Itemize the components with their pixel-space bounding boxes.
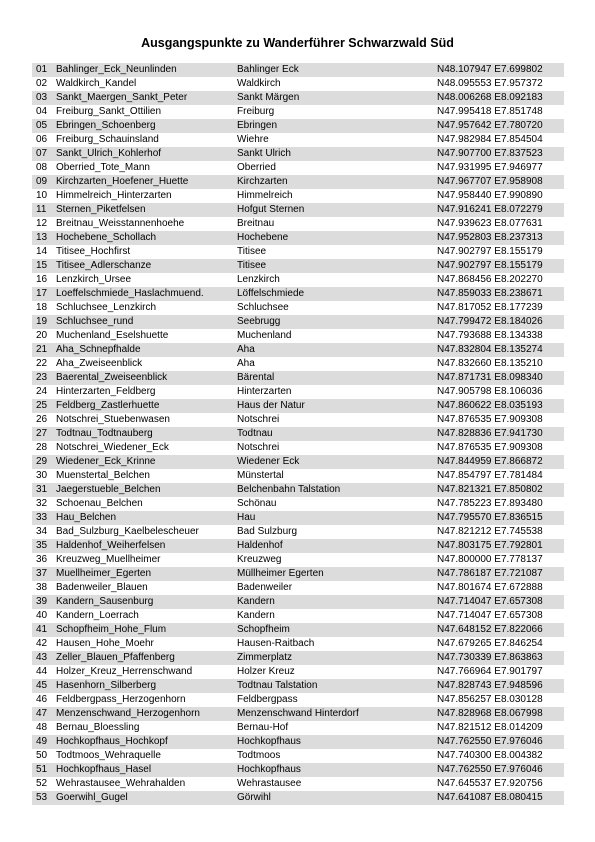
route-id: Feldberg_Zastlerhuette — [56, 400, 160, 411]
table-row — [32, 385, 564, 399]
table-row — [32, 567, 564, 581]
row-number: 20 — [36, 330, 48, 341]
place-name: Hausen-Raitbach — [237, 638, 315, 649]
route-id: Freiburg_Sankt_Ottilien — [56, 106, 162, 117]
row-number: 12 — [36, 218, 48, 229]
gps-coordinates: N47.785223 E7.893480 — [437, 498, 543, 509]
route-id: Oberried_Tote_Mann — [56, 162, 150, 173]
table-row — [32, 217, 564, 231]
gps-coordinates: N47.679265 E7.846254 — [437, 638, 543, 649]
table-row — [32, 609, 564, 623]
route-id: Waldkirch_Kandel — [56, 78, 137, 89]
gps-coordinates: N47.939623 E8.077631 — [437, 218, 543, 229]
route-id: Sankt_Maergen_Sankt_Peter — [56, 92, 188, 103]
place-name: Kandern — [237, 610, 275, 621]
row-number: 27 — [36, 428, 48, 439]
table-row — [32, 357, 564, 371]
route-id: Notschrei_Wiedener_Eck — [56, 442, 169, 453]
gps-coordinates: N47.856257 E8.030128 — [437, 694, 543, 705]
table-row — [32, 63, 564, 77]
table-row — [32, 777, 564, 791]
row-number: 03 — [36, 92, 48, 103]
place-name: Hinterzarten — [237, 386, 292, 397]
gps-coordinates: N47.762550 E7.976046 — [437, 736, 543, 747]
route-id: Ebringen_Schoenberg — [56, 120, 156, 131]
gps-coordinates: N47.995418 E7.851748 — [437, 106, 543, 117]
place-name: Titisee — [237, 246, 267, 257]
table-row — [32, 259, 564, 273]
place-name: Löffelschmiede — [237, 288, 305, 299]
route-id: Himmelreich_Hinterzarten — [56, 190, 172, 201]
place-name: Zimmerplatz — [237, 652, 293, 663]
route-id: Loeffelschmiede_Haslachmuend. — [56, 288, 204, 299]
route-id: Todtnau_Todtnauberg — [56, 428, 153, 439]
place-name: Titisee — [237, 260, 267, 271]
route-id: Freiburg_Schauinsland — [56, 134, 159, 145]
table-row — [32, 203, 564, 217]
place-name: Belchenbahn Talstation — [237, 484, 341, 495]
row-number: 18 — [36, 302, 48, 313]
row-number: 15 — [36, 260, 48, 271]
place-name: Todtnau — [237, 428, 273, 439]
place-name: Müllheimer Egerten — [237, 568, 324, 579]
gps-coordinates: N47.730339 E7.863863 — [437, 652, 543, 663]
gps-coordinates: N48.095553 E7.957372 — [437, 78, 543, 89]
table-row — [32, 441, 564, 455]
place-name: Notschrei — [237, 442, 280, 453]
row-number: 51 — [36, 764, 48, 775]
place-name: Haus der Natur — [237, 400, 305, 411]
gps-coordinates: N47.902797 E8.155179 — [437, 260, 543, 271]
table-row — [32, 301, 564, 315]
row-number: 53 — [36, 792, 48, 803]
table-row — [32, 791, 564, 805]
table-row — [32, 525, 564, 539]
gps-coordinates: N47.799472 E8.184026 — [437, 316, 543, 327]
row-number: 16 — [36, 274, 48, 285]
place-name: Freiburg — [237, 106, 275, 117]
gps-coordinates: N47.828836 E7.941730 — [437, 428, 543, 439]
row-number: 22 — [36, 358, 48, 369]
place-name: Sankt Märgen — [237, 92, 300, 103]
table-row — [32, 329, 564, 343]
route-id: Titisee_Adlerschanze — [56, 260, 152, 271]
route-id: Badenweiler_Blauen — [56, 582, 148, 593]
place-name: Hochebene — [237, 232, 289, 243]
route-id: Notschrei_Stuebenwasen — [56, 414, 170, 425]
place-name: Lenzkirch — [237, 274, 280, 285]
route-id: Aha_Zweiseenblick — [56, 358, 143, 369]
row-number: 39 — [36, 596, 48, 607]
gps-coordinates: N47.828743 E7.948596 — [437, 680, 543, 691]
row-number: 01 — [36, 64, 48, 75]
gps-coordinates: N47.967707 E7.958908 — [437, 176, 543, 187]
route-id: Hausen_Hohe_Moehr — [56, 638, 154, 649]
table-row — [32, 315, 564, 329]
row-number: 50 — [36, 750, 48, 761]
gps-coordinates: N47.905798 E8.106036 — [437, 386, 543, 397]
place-name: Hau — [237, 512, 256, 523]
row-number: 02 — [36, 78, 48, 89]
gps-coordinates: N47.832660 E8.135210 — [437, 358, 543, 369]
place-name: Muchenland — [237, 330, 292, 341]
table-row — [32, 175, 564, 189]
place-name: Kandern — [237, 596, 275, 607]
row-number: 30 — [36, 470, 48, 481]
row-number: 34 — [36, 526, 48, 537]
gps-coordinates: N47.648152 E7.822066 — [437, 624, 543, 635]
route-id: Menzenschwand_Herzogenhorn — [56, 708, 200, 719]
gps-coordinates: N47.641087 E8.080415 — [437, 792, 543, 803]
table-row — [32, 399, 564, 413]
row-number: 21 — [36, 344, 48, 355]
gps-coordinates: N47.952803 E8.237313 — [437, 232, 543, 243]
route-id: Zeller_Blauen_Pfaffenberg — [56, 652, 175, 663]
place-name: Feldbergpass — [237, 694, 298, 705]
gps-coordinates: N47.801674 E7.672888 — [437, 582, 543, 593]
row-number: 13 — [36, 232, 48, 243]
place-name: Waldkirch — [237, 78, 281, 89]
table-row — [32, 343, 564, 357]
route-id: Bad_Sulzburg_Kaelbelescheuer — [56, 526, 199, 537]
row-number: 23 — [36, 372, 48, 383]
gps-coordinates: N47.854797 E7.781484 — [437, 470, 543, 481]
route-id: Hochkopfhaus_Hochkopf — [56, 736, 168, 747]
gps-coordinates: N47.876535 E7.909308 — [437, 442, 543, 453]
place-name: Münstertal — [237, 470, 284, 481]
table-row — [32, 763, 564, 777]
row-number: 42 — [36, 638, 48, 649]
gps-coordinates: N47.817052 E8.177239 — [437, 302, 543, 313]
gps-coordinates: N47.786187 E7.721087 — [437, 568, 543, 579]
table-row — [32, 455, 564, 469]
row-number: 45 — [36, 680, 48, 691]
place-name: Görwihl — [237, 792, 271, 803]
place-name: Notschrei — [237, 414, 280, 425]
place-name: Holzer Kreuz — [237, 666, 295, 677]
row-number: 47 — [36, 708, 48, 719]
table-row — [32, 371, 564, 385]
starting-points-table — [32, 63, 564, 805]
route-id: Kandern_Loerrach — [56, 610, 139, 621]
place-name: Hochkopfhaus — [237, 764, 301, 775]
gps-coordinates: N47.762550 E7.976046 — [437, 764, 543, 775]
place-name: Bahlinger Eck — [237, 64, 299, 75]
table-row — [32, 231, 564, 245]
gps-coordinates: N47.714047 E7.657308 — [437, 596, 543, 607]
gps-coordinates: N47.916241 E8.072279 — [437, 204, 543, 215]
gps-coordinates: N47.645537 E7.920756 — [437, 778, 543, 789]
table-row — [32, 161, 564, 175]
route-id: Schluchsee_Lenzkirch — [56, 302, 157, 313]
table-row — [32, 693, 564, 707]
table-row — [32, 427, 564, 441]
route-id: Feldbergpass_Herzogenhorn — [56, 694, 186, 705]
place-name: Todtnau Talstation — [237, 680, 318, 691]
table-row — [32, 553, 564, 567]
gps-coordinates: N47.740300 E8.004382 — [437, 750, 543, 761]
gps-coordinates: N47.793688 E8.134338 — [437, 330, 543, 341]
gps-coordinates: N47.902797 E8.155179 — [437, 246, 543, 257]
gps-coordinates: N47.907700 E7.837523 — [437, 148, 543, 159]
row-number: 41 — [36, 624, 48, 635]
row-number: 31 — [36, 484, 48, 495]
place-name: Kirchzarten — [237, 176, 288, 187]
place-name: Bärental — [237, 372, 275, 383]
route-id: Bernau_Bloessling — [56, 722, 140, 733]
gps-coordinates: N48.107947 E7.699802 — [437, 64, 543, 75]
route-id: Hinterzarten_Feldberg — [56, 386, 156, 397]
place-name: Breitnau — [237, 218, 275, 229]
gps-coordinates: N47.982984 E7.854504 — [437, 134, 543, 145]
row-number: 08 — [36, 162, 48, 173]
route-id: Todtmoos_Wehraquelle — [56, 750, 161, 761]
table-row — [32, 91, 564, 105]
gps-coordinates: N47.871731 E8.098340 — [437, 372, 543, 383]
gps-coordinates: N47.868456 E8.202270 — [437, 274, 543, 285]
row-number: 24 — [36, 386, 48, 397]
gps-coordinates: N47.803175 E7.792801 — [437, 540, 543, 551]
row-number: 28 — [36, 442, 48, 453]
gps-coordinates: N47.821321 E7.850802 — [437, 484, 543, 495]
place-name: Oberried — [237, 162, 276, 173]
place-name: Seebrugg — [237, 316, 281, 327]
place-name: Wiehre — [237, 134, 269, 145]
gps-coordinates: N47.766964 E7.901797 — [437, 666, 543, 677]
gps-coordinates: N48.006268 E8.092183 — [437, 92, 543, 103]
row-number: 10 — [36, 190, 48, 201]
row-number: 44 — [36, 666, 48, 677]
route-id: Titisee_Hochfirst — [56, 246, 131, 257]
row-number: 32 — [36, 498, 48, 509]
gps-coordinates: N47.832804 E8.135274 — [437, 344, 543, 355]
table-row — [32, 581, 564, 595]
table-row — [32, 735, 564, 749]
row-number: 49 — [36, 736, 48, 747]
place-name: Hochkopfhaus — [237, 736, 301, 747]
row-number: 40 — [36, 610, 48, 621]
table-row — [32, 637, 564, 651]
place-name: Haldenhof — [237, 540, 283, 551]
route-id: Jaegerstueble_Belchen — [56, 484, 161, 495]
row-number: 06 — [36, 134, 48, 145]
route-id: Baerental_Zweiseenblick — [56, 372, 168, 383]
route-id: Holzer_Kreuz_Herrenschwand — [56, 666, 193, 677]
gps-coordinates: N47.714047 E7.657308 — [437, 610, 543, 621]
row-number: 14 — [36, 246, 48, 257]
row-number: 09 — [36, 176, 48, 187]
route-id: Aha_Schnepfhalde — [56, 344, 141, 355]
place-name: Sankt Ulrich — [237, 148, 291, 159]
place-name: Schopfheim — [237, 624, 290, 635]
gps-coordinates: N47.876535 E7.909308 — [437, 414, 543, 425]
route-id: Schoenau_Belchen — [56, 498, 143, 509]
row-number: 38 — [36, 582, 48, 593]
route-id: Wehrastausee_Wehrahalden — [56, 778, 186, 789]
place-name: Menzenschwand Hinterdorf — [237, 708, 359, 719]
table-row — [32, 147, 564, 161]
gps-coordinates: N47.795570 E7.836515 — [437, 512, 543, 523]
table-row — [32, 623, 564, 637]
place-name: Schönau — [237, 498, 277, 509]
page-title: Ausgangspunkte zu Wanderführer Schwarzwald Süd — [141, 36, 454, 50]
route-id: Hau_Belchen — [56, 512, 117, 523]
route-id: Lenzkirch_Ursee — [56, 274, 132, 285]
place-name: Wiedener Eck — [237, 456, 300, 467]
table-row — [32, 469, 564, 483]
table-row — [32, 245, 564, 259]
place-name: Badenweiler — [237, 582, 293, 593]
table-row — [32, 651, 564, 665]
route-id: Goerwihl_Gugel — [56, 792, 128, 803]
route-id: Kirchzarten_Hoefener_Huette — [56, 176, 189, 187]
row-number: 37 — [36, 568, 48, 579]
row-number: 19 — [36, 316, 48, 327]
row-number: 43 — [36, 652, 48, 663]
place-name: Todtmoos — [237, 750, 281, 761]
route-id: Sankt_Ulrich_Kohlerhof — [56, 148, 162, 159]
place-name: Ebringen — [237, 120, 278, 131]
route-id: Sternen_Piketfelsen — [56, 204, 146, 215]
place-name: Schluchsee — [237, 302, 289, 313]
route-id: Hasenhorn_Silberberg — [56, 680, 157, 691]
route-id: Muchenland_Eselshuette — [56, 330, 169, 341]
route-id: Schopfheim_Hohe_Flum — [56, 624, 167, 635]
gps-coordinates: N47.958440 E7.990890 — [437, 190, 543, 201]
row-number: 11 — [36, 204, 47, 215]
gps-coordinates: N47.860622 E8.035193 — [437, 400, 543, 411]
route-id: Schluchsee_rund — [56, 316, 134, 327]
row-number: 26 — [36, 414, 48, 425]
place-name: Himmelreich — [237, 190, 293, 201]
gps-coordinates: N47.821212 E7.745538 — [437, 526, 543, 537]
route-id: Bahlinger_Eck_Neunlinden — [56, 64, 177, 75]
table-row — [32, 133, 564, 147]
table-row — [32, 413, 564, 427]
table-row — [32, 483, 564, 497]
route-id: Breitnau_Weisstannenhoehe — [56, 218, 185, 229]
table-row — [32, 679, 564, 693]
table-row — [32, 273, 564, 287]
row-number: 48 — [36, 722, 48, 733]
row-number: 04 — [36, 106, 48, 117]
table-row — [32, 497, 564, 511]
route-id: Muellheimer_Egerten — [56, 568, 152, 579]
place-name: Aha — [237, 344, 255, 355]
route-id: Haldenhof_Weiherfelsen — [56, 540, 166, 551]
table-row — [32, 665, 564, 679]
table-row — [32, 119, 564, 133]
table-row — [32, 539, 564, 553]
table-row — [32, 707, 564, 721]
gps-coordinates: N47.859033 E8.238671 — [437, 288, 543, 299]
place-name: Bad Sulzburg — [237, 526, 298, 537]
place-name: Kreuzweg — [237, 554, 282, 565]
table-row — [32, 511, 564, 525]
row-number: 05 — [36, 120, 48, 131]
route-id: Hochkopfhaus_Hasel — [56, 764, 152, 775]
place-name: Aha — [237, 358, 255, 369]
table-row — [32, 77, 564, 91]
gps-coordinates: N47.931995 E7.946977 — [437, 162, 543, 173]
table-row — [32, 749, 564, 763]
row-number: 07 — [36, 148, 48, 159]
row-number: 52 — [36, 778, 48, 789]
place-name: Wehrastausee — [237, 778, 302, 789]
route-id: Hochebene_Schollach — [56, 232, 157, 243]
route-id: Kreuzweg_Muellheimer — [56, 554, 161, 565]
row-number: 35 — [36, 540, 48, 551]
row-number: 36 — [36, 554, 48, 565]
row-number: 46 — [36, 694, 48, 705]
row-number: 17 — [36, 288, 48, 299]
table-row — [32, 287, 564, 301]
route-id: Wiedener_Eck_Krinne — [56, 456, 156, 467]
gps-coordinates: N47.957642 E7.780720 — [437, 120, 543, 131]
place-name: Bernau-Hof — [237, 722, 289, 733]
row-number: 33 — [36, 512, 48, 523]
row-number: 29 — [36, 456, 48, 467]
table-row — [32, 721, 564, 735]
row-number: 25 — [36, 400, 48, 411]
table-row — [32, 595, 564, 609]
gps-coordinates: N47.821512 E8.014209 — [437, 722, 543, 733]
place-name: Hofgut Sternen — [237, 204, 305, 215]
table-row — [32, 189, 564, 203]
table-row — [32, 105, 564, 119]
gps-coordinates: N47.844959 E7.866872 — [437, 456, 543, 467]
route-id: Muenstertal_Belchen — [56, 470, 150, 481]
route-id: Kandern_Sausenburg — [56, 596, 154, 607]
gps-coordinates: N47.828968 E8.067998 — [437, 708, 543, 719]
gps-coordinates: N47.800000 E7.778137 — [437, 554, 543, 565]
